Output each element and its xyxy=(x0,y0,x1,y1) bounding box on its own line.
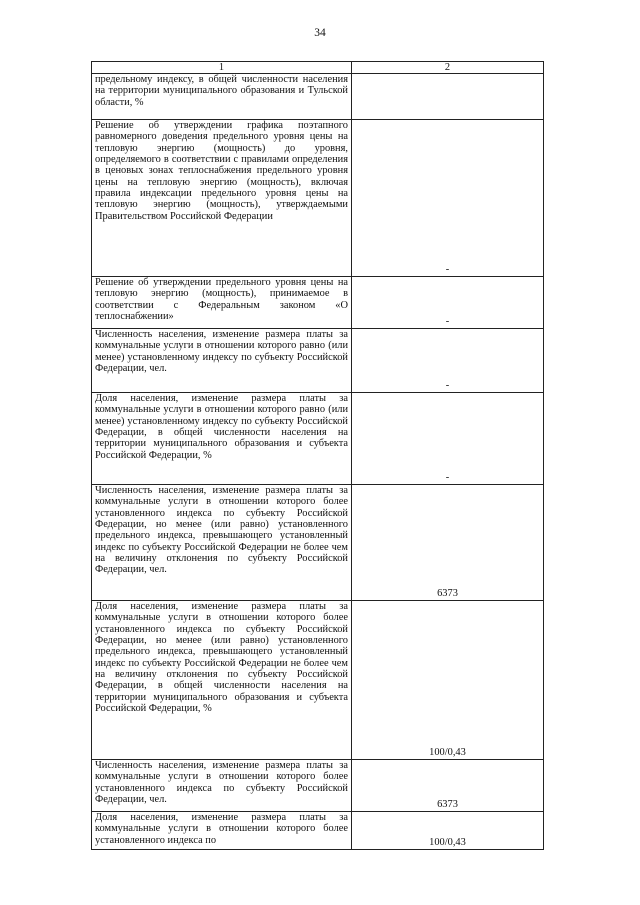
column-header-2: 2 xyxy=(352,62,544,74)
page-number: 34 xyxy=(314,27,326,39)
row-label: Доля населения, изменение размера платы за коммунальные услуги в отношении которого более установленного индекса по xyxy=(92,812,352,850)
row-label: предельному индексу, в общей численности населения на территории муниципального образования и Тульской области, % xyxy=(92,74,352,120)
table-header-row xyxy=(92,62,544,74)
row-label: Доля населения, изменение размера платы за коммунальные услуги в отношении которого более установленного индекса по субъекту Российской Федерации, но менее (или равно) установленного предельного индекса, превышающего установленный индекс по субъекту Российской Федерации не более чем на величину отклонения по субъекту Российской Федерации, в общей численности населения на территории муниципального образования и субъекта Российской Федерации, % xyxy=(92,601,352,760)
table-row xyxy=(92,812,544,850)
row-label: Решение об утверждении графика поэтапного равномерного доведения предельного уровня цены на тепловую энергию (мощность) до уровня, определяемого в соответствии с правилами определения в ценовых зонах теплоснабжения предельного уровня цены на тепловую энергию (мощность), включая правила индексации предельного уровня цены на тепловую энергию (мощность), утверждаемыми Правительством Российской Федерации xyxy=(92,120,352,277)
row-label: Доля населения, изменение размера платы за коммунальные услуги в отношении которого равно (или менее) установленному индексу по субъекту Российской Федерации, в общей численности населения на территории муниципального образования и субъекта Российской Федерации, % xyxy=(92,393,352,485)
column-header-1: 1 xyxy=(92,62,352,74)
table-row xyxy=(92,277,544,329)
row-value: 100/0,43 xyxy=(352,601,544,760)
table-row xyxy=(92,393,544,485)
row-value: - xyxy=(352,277,544,329)
row-value: 6373 xyxy=(352,485,544,601)
table-row xyxy=(92,601,544,760)
row-value: 100/0,43 xyxy=(352,812,544,850)
indicator-table xyxy=(91,61,544,850)
row-value: - xyxy=(352,120,544,277)
table-row xyxy=(92,120,544,277)
table-row xyxy=(92,74,544,120)
row-value: - xyxy=(352,329,544,393)
table-row xyxy=(92,329,544,393)
row-value: - xyxy=(352,393,544,485)
table-row xyxy=(92,760,544,812)
row-label: Численность населения, изменение размера платы за коммунальные услуги в отношении которого равно (или менее) установленному индексу по субъекту Российской Федерации, чел. xyxy=(92,329,352,393)
row-value: 6373 xyxy=(352,760,544,812)
row-label: Решение об утверждении предельного уровня цены на тепловую энергию (мощность), принимаемое в соответствии с Федеральным законом «О теплоснабжении» xyxy=(92,277,352,329)
row-value xyxy=(352,74,544,120)
table-row xyxy=(92,485,544,601)
row-label: Численность населения, изменение размера платы за коммунальные услуги в отношении которого более установленного индекса по субъекту Российской Федерации, но менее (или равно) установленного предельного индекса, превышающего установленный индекс по субъекту Российской Федерации не более чем на величину отклонения по субъекту Российской Федерации, чел. xyxy=(92,485,352,601)
row-label: Численность населения, изменение размера платы за коммунальные услуги в отношении которого более установленного индекса по субъекту Российской Федерации, чел. xyxy=(92,760,352,812)
